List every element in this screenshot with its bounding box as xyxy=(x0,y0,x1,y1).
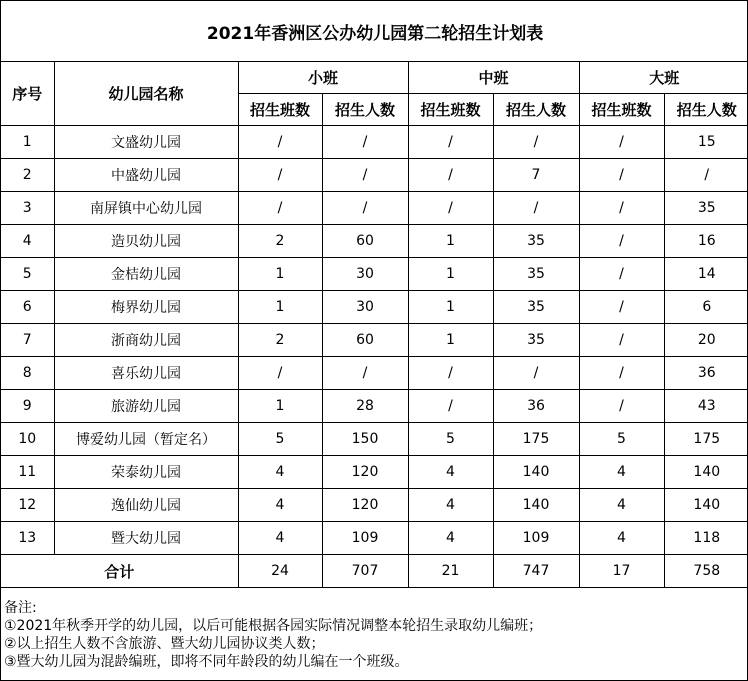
cell-seq: 7 xyxy=(1,324,54,357)
cell-large-people: 15 xyxy=(664,126,748,159)
header-large-class: 大班 xyxy=(579,62,748,94)
total-small-people: 707 xyxy=(322,555,408,588)
total-large-classes: 17 xyxy=(579,555,664,588)
cell-large-classes: / xyxy=(579,357,664,390)
cell-name: 逸仙幼儿园 xyxy=(54,489,238,522)
cell-middle-classes: 1 xyxy=(408,324,493,357)
cell-small-classes: / xyxy=(238,357,322,390)
cell-small-classes: / xyxy=(238,159,322,192)
cell-middle-classes: 1 xyxy=(408,291,493,324)
total-label: 合计 xyxy=(1,555,238,588)
cell-middle-classes: 4 xyxy=(408,522,493,555)
cell-middle-classes: 4 xyxy=(408,456,493,489)
cell-small-classes: 5 xyxy=(238,423,322,456)
header-middle-people: 招生人数 xyxy=(493,94,579,126)
cell-small-people: 109 xyxy=(322,522,408,555)
header-large-classes: 招生班数 xyxy=(579,94,664,126)
cell-large-people: 16 xyxy=(664,225,748,258)
cell-seq: 3 xyxy=(1,192,54,225)
table-row xyxy=(1,126,748,159)
cell-name: 造贝幼儿园 xyxy=(54,225,238,258)
cell-seq: 12 xyxy=(1,489,54,522)
header-small-people: 招生人数 xyxy=(322,94,408,126)
cell-large-people: 35 xyxy=(664,192,748,225)
cell-large-classes: / xyxy=(579,258,664,291)
cell-small-classes: 1 xyxy=(238,390,322,423)
cell-seq: 10 xyxy=(1,423,54,456)
cell-name: 文盛幼儿园 xyxy=(54,126,238,159)
table-row xyxy=(1,423,748,456)
cell-middle-people: 175 xyxy=(493,423,579,456)
table-row xyxy=(1,522,748,555)
cell-large-people: 14 xyxy=(664,258,748,291)
cell-name: 博爱幼儿园（暂定名） xyxy=(54,423,238,456)
total-middle-people: 747 xyxy=(493,555,579,588)
cell-middle-people: / xyxy=(493,357,579,390)
cell-large-classes: 5 xyxy=(579,423,664,456)
cell-seq: 6 xyxy=(1,291,54,324)
cell-large-classes: / xyxy=(579,159,664,192)
cell-large-people: 140 xyxy=(664,456,748,489)
table-row xyxy=(1,489,748,522)
table-row xyxy=(1,159,748,192)
table-row xyxy=(1,225,748,258)
cell-seq: 8 xyxy=(1,357,54,390)
cell-large-classes: / xyxy=(579,192,664,225)
table-row xyxy=(1,456,748,489)
cell-middle-classes: 1 xyxy=(408,258,493,291)
table-row xyxy=(1,258,748,291)
note-line-1: ①2021年秋季开学的幼儿园，以后可能根据各园实际情况调整本轮招生录取幼儿编班； xyxy=(4,618,543,634)
total-large-people: 758 xyxy=(664,555,748,588)
cell-name: 金桔幼儿园 xyxy=(54,258,238,291)
cell-middle-people: 35 xyxy=(493,324,579,357)
total-small-classes: 24 xyxy=(238,555,322,588)
cell-middle-people: 7 xyxy=(493,159,579,192)
cell-small-classes: 4 xyxy=(238,522,322,555)
cell-middle-classes: / xyxy=(408,126,493,159)
cell-small-classes: 2 xyxy=(238,324,322,357)
cell-small-classes: 1 xyxy=(238,291,322,324)
cell-small-people: 30 xyxy=(322,258,408,291)
cell-seq: 13 xyxy=(1,522,54,555)
cell-name: 中盛幼儿园 xyxy=(54,159,238,192)
header-small-classes: 招生班数 xyxy=(238,94,322,126)
table-title: 2021年香洲区公办幼儿园第二轮招生计划表 xyxy=(1,1,748,62)
header-middle-classes: 招生班数 xyxy=(408,94,493,126)
cell-small-people: 150 xyxy=(322,423,408,456)
cell-large-people: 43 xyxy=(664,390,748,423)
note-line-2: ②以上招生人数不含旅游、暨大幼儿园协议类人数； xyxy=(4,636,325,652)
table-row xyxy=(1,390,748,423)
cell-large-classes: / xyxy=(579,225,664,258)
cell-seq: 9 xyxy=(1,390,54,423)
header-middle-class: 中班 xyxy=(408,62,579,94)
cell-name: 南屏镇中心幼儿园 xyxy=(54,192,238,225)
cell-middle-classes: 4 xyxy=(408,489,493,522)
cell-small-classes: 2 xyxy=(238,225,322,258)
cell-middle-people: 36 xyxy=(493,390,579,423)
cell-name: 梅界幼儿园 xyxy=(54,291,238,324)
cell-small-people: / xyxy=(322,159,408,192)
cell-middle-classes: / xyxy=(408,192,493,225)
cell-name: 荣泰幼儿园 xyxy=(54,456,238,489)
cell-middle-people: 35 xyxy=(493,225,579,258)
cell-small-people: / xyxy=(322,192,408,225)
cell-large-people: 20 xyxy=(664,324,748,357)
cell-large-classes: / xyxy=(579,291,664,324)
cell-small-classes: / xyxy=(238,126,322,159)
notes-section xyxy=(1,599,748,671)
cell-middle-people: 140 xyxy=(493,456,579,489)
cell-middle-classes: / xyxy=(408,390,493,423)
cell-large-classes: / xyxy=(579,324,664,357)
cell-seq: 1 xyxy=(1,126,54,159)
cell-large-people: 36 xyxy=(664,357,748,390)
cell-small-classes: 4 xyxy=(238,489,322,522)
cell-small-classes: 1 xyxy=(238,258,322,291)
cell-small-people: 60 xyxy=(322,324,408,357)
header-name: 幼儿园名称 xyxy=(54,62,238,126)
cell-name: 喜乐幼儿园 xyxy=(54,357,238,390)
cell-small-people: 28 xyxy=(322,390,408,423)
cell-middle-people: 109 xyxy=(493,522,579,555)
cell-name: 浙商幼儿园 xyxy=(54,324,238,357)
cell-small-classes: / xyxy=(238,192,322,225)
total-row xyxy=(1,555,748,588)
cell-large-classes: / xyxy=(579,126,664,159)
cell-middle-people: 140 xyxy=(493,489,579,522)
cell-middle-classes: / xyxy=(408,357,493,390)
header-seq: 序号 xyxy=(1,62,54,126)
cell-large-classes: 4 xyxy=(579,489,664,522)
cell-name: 暨大幼儿园 xyxy=(54,522,238,555)
cell-small-people: / xyxy=(322,357,408,390)
cell-middle-classes: / xyxy=(408,159,493,192)
cell-small-people: / xyxy=(322,126,408,159)
header-small-class: 小班 xyxy=(238,62,408,94)
cell-large-people: 118 xyxy=(664,522,748,555)
cell-large-people: 140 xyxy=(664,489,748,522)
header-large-people: 招生人数 xyxy=(664,94,748,126)
table-row xyxy=(1,192,748,225)
cell-small-classes: 4 xyxy=(238,456,322,489)
cell-small-people: 60 xyxy=(322,225,408,258)
table-body xyxy=(1,126,748,555)
cell-small-people: 30 xyxy=(322,291,408,324)
cell-seq: 2 xyxy=(1,159,54,192)
cell-middle-classes: 1 xyxy=(408,225,493,258)
cell-large-people: 6 xyxy=(664,291,748,324)
cell-middle-people: 35 xyxy=(493,291,579,324)
cell-middle-people: / xyxy=(493,126,579,159)
cell-seq: 4 xyxy=(1,225,54,258)
table-row xyxy=(1,357,748,390)
cell-name: 旅游幼儿园 xyxy=(54,390,238,423)
cell-middle-people: / xyxy=(493,192,579,225)
cell-middle-people: 35 xyxy=(493,258,579,291)
cell-large-people: 175 xyxy=(664,423,748,456)
cell-large-classes: 4 xyxy=(579,522,664,555)
table-row xyxy=(1,291,748,324)
cell-large-classes: / xyxy=(579,390,664,423)
note-line-3: ③暨大幼儿园为混龄编班，即将不同年龄段的幼儿编在一个班级。 xyxy=(4,654,409,670)
cell-large-people: / xyxy=(664,159,748,192)
table-row xyxy=(1,324,748,357)
cell-middle-classes: 5 xyxy=(408,423,493,456)
cell-large-classes: 4 xyxy=(579,456,664,489)
cell-small-people: 120 xyxy=(322,456,408,489)
cell-seq: 11 xyxy=(1,456,54,489)
cell-seq: 5 xyxy=(1,258,54,291)
total-middle-classes: 21 xyxy=(408,555,493,588)
cell-small-people: 120 xyxy=(322,489,408,522)
notes-heading: 备注: xyxy=(4,600,37,616)
enrollment-table xyxy=(1,1,748,588)
